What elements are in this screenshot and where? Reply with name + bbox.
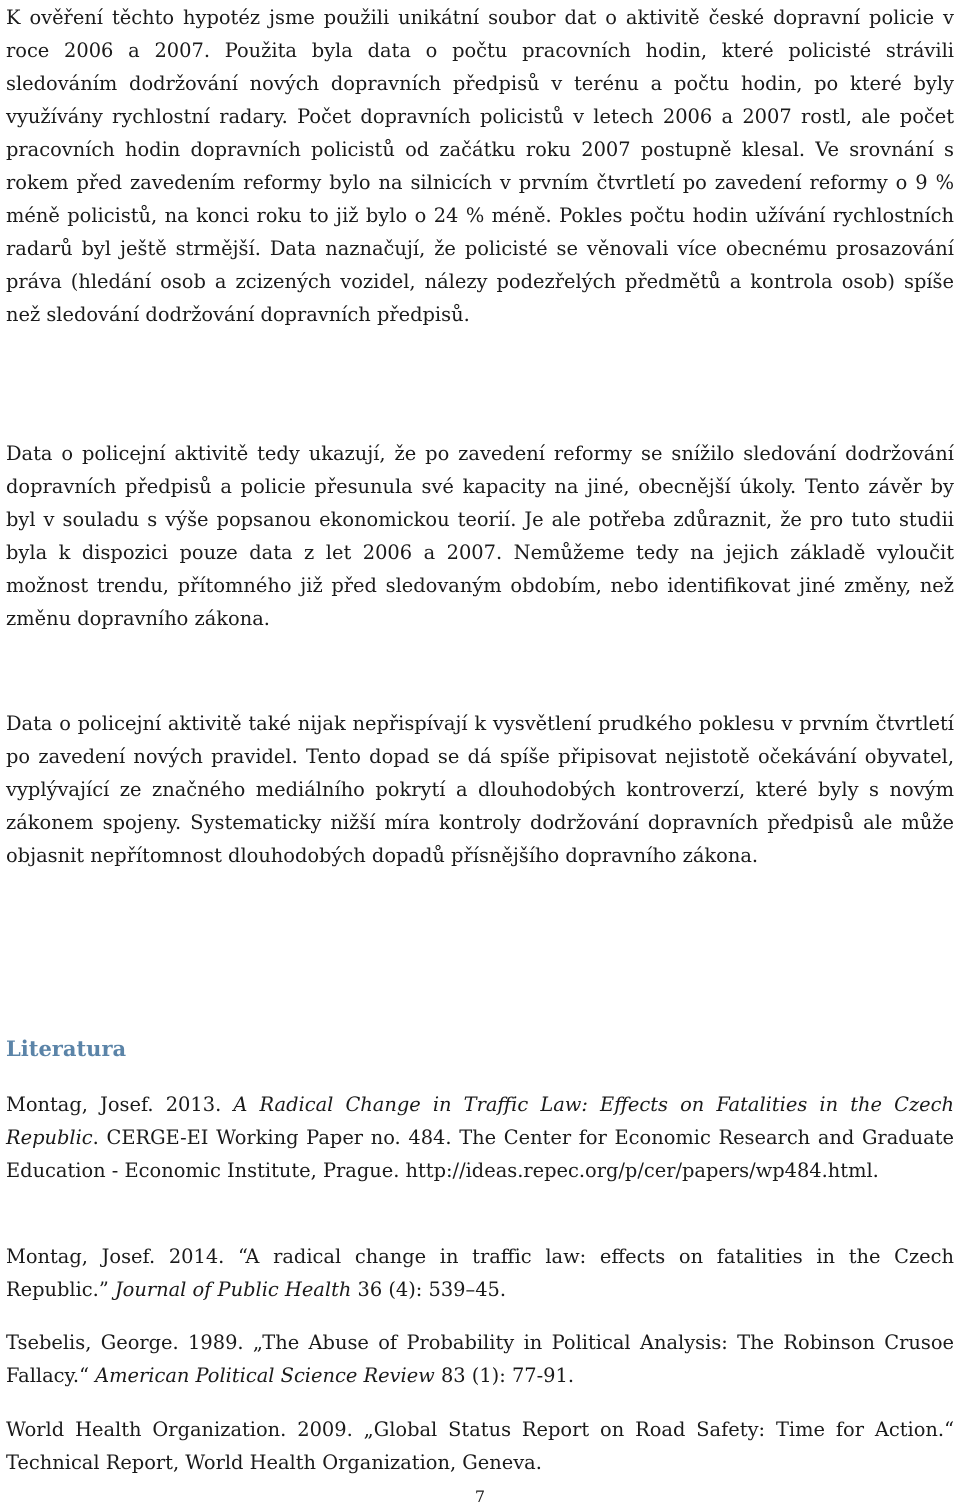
reference-item	[6, 1413, 954, 1479]
reference-text: . CERGE-EI Working Paper no. 484. The Center for Economic Research and Graduate Education - Economic Institute, Prague. http://ideas.repec.org/p/cer/papers/wp484.html.	[6, 1126, 954, 1182]
body-paragraph-3: Data o policejní aktivitě také nijak nepřispívají k vysvětlení prudkého poklesu v prvním čtvrtletí po zavedení nových pravidel. Tento dopad se dá spíše připisovat nejistotě očekávání obyvatel, vyplývající ze značného mediálního pokrytí a dlouhodobých kontroverzí, které byly s novým zákonem spojeny. Systematicky nižší míra kontroly dodržování dopravních předpisů ale může objasnit nepřítomnost dlouhodobých dopadů přísnějšího dopravního zákona.	[6, 712, 954, 867]
reference-title-italic: A Radical Change in Traffic Law: Effects on Fatalities in the Czech Republic	[6, 1093, 954, 1149]
reference-title-italic: American Political Science Review	[95, 1364, 435, 1387]
reference-text: Tsebelis, George. 1989. „The Abuse of Probability in Political Analysis: The Robinson Crusoe Fallacy.“	[6, 1331, 954, 1387]
reference-text: Montag, Josef. 2014. “A radical change in traffic law: effects on fatalities in the Czech Republic.”	[6, 1245, 954, 1301]
reference-text: Montag, Josef. 2013.	[6, 1093, 234, 1116]
reference-item	[6, 1326, 954, 1392]
literature-heading: Literatura	[6, 1036, 127, 1061]
reference-text: 36 (4): 539–45.	[351, 1278, 507, 1301]
reference-text: 83 (1): 77-91.	[434, 1364, 575, 1387]
reference-text: World Health Organization. 2009. „Global Status Report on Road Safety: Time for Action.“ Technical Report, World Health Organization, Geneva.	[6, 1418, 954, 1474]
body-paragraph-2: Data o policejní aktivitě tedy ukazují, že po zavedení reformy se snížilo sledování dodržování dopravních předpisů a policie přesunula své kapacity na jiné, obecnější úkoly. Tento závěr by byl v souladu s výše popsanou ekonomickou teorií. Je ale potřeba zdůraznit, že pro tuto studii byla k dispozici pouze data z let 2006 a 2007. Nemůžeme tedy na jejich základě vyloučit možnost trendu, přítomného již před sledovaným obdobím, nebo identifikovat jiné změny, než změnu dopravního zákona.	[6, 442, 954, 630]
page-number: 7	[474, 1487, 486, 1506]
reference-item	[6, 1088, 954, 1187]
body-paragraph-1: K ověření těchto hypotéz jsme použili unikátní soubor dat o aktivitě české dopravní policie v roce 2006 a 2007. Použita byla data o počtu pracovních hodin, které policisté strávili sledováním dodržování nových dopravních předpisů v terénu a počtu hodin, po které byly využívány rychlostní radary. Počet dopravních policistů v letech 2006 a 2007 rostl, ale počet pracovních hodin dopravních policistů od začátku roku 2007 postupně klesal. Ve srovnání s rokem před zavedením reformy bylo na silnicích v prvním čtvrtletí po zavedení reformy o 9 % méně policistů, na konci roku to již bylo o 24 % méně. Pokles počtu hodin užívání rychlostních radarů byl ještě strmější. Data naznačují, že policisté se věnovali více obecnému prosazování práva (hledání osob a zcizených vozidel, nálezy podezřelých předmětů a kontrola osob) spíše než sledování dodržování dopravních předpisů.	[6, 6, 954, 326]
reference-item	[6, 1240, 954, 1306]
reference-title-italic: Journal of Public Health	[114, 1278, 352, 1301]
